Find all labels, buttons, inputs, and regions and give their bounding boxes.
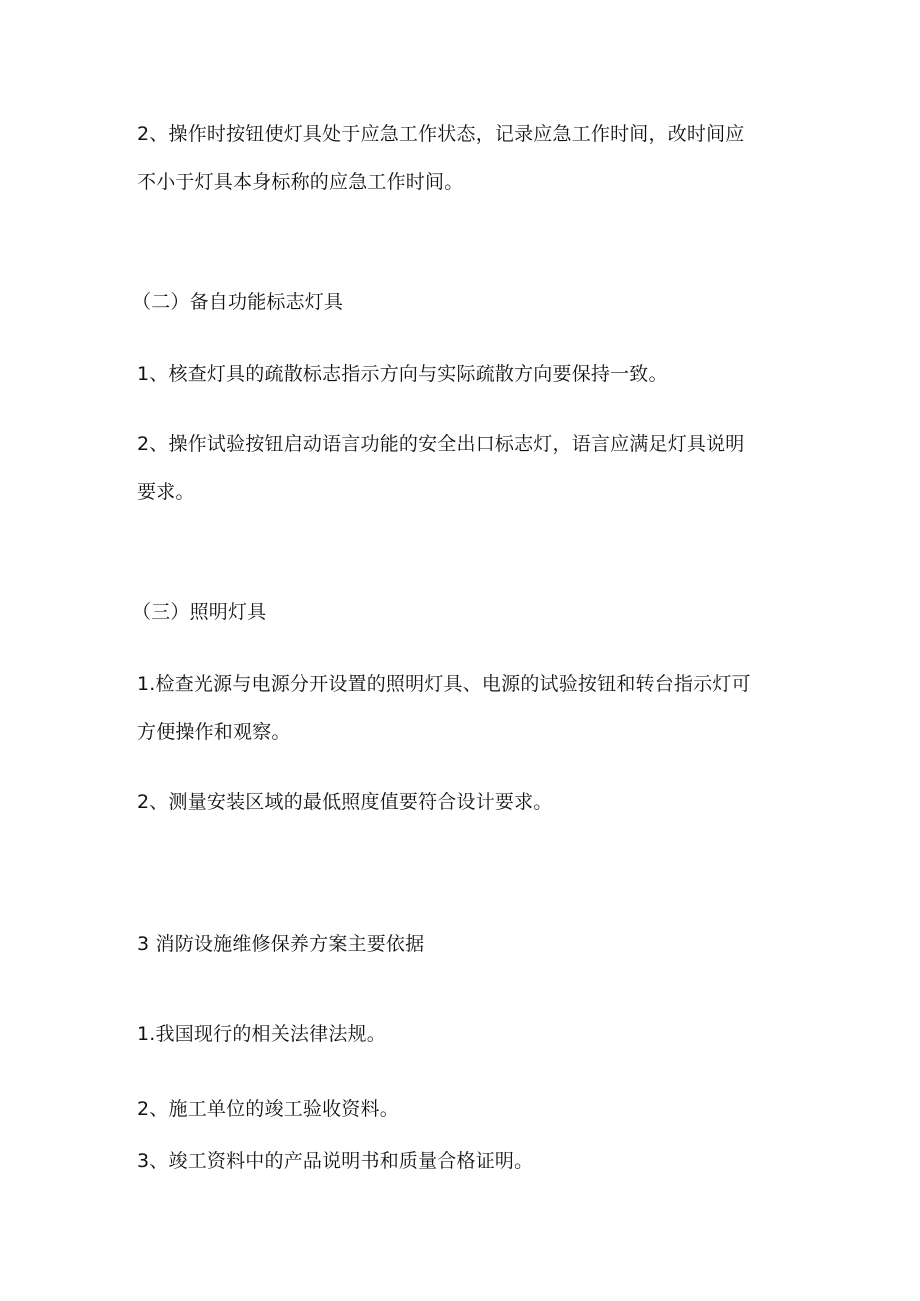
paragraph-line: 1.我国现行的相关法律法规。	[137, 1023, 386, 1045]
heading-backup-sign-lamps: （二）备自功能标志灯具	[132, 291, 344, 313]
paragraph-illuminance	[137, 778, 787, 826]
paragraph-light-source-check	[137, 660, 787, 756]
paragraph-line: 2、施工单位的竣工验收资料。	[137, 1098, 399, 1120]
paragraph-direction-check	[137, 350, 787, 398]
paragraph-line: 2、操作时按钮使灯具处于应急工作状态，记录应急工作时间，改时间应	[137, 123, 745, 145]
paragraph-emergency-time	[137, 110, 787, 206]
paragraph-laws	[137, 1010, 787, 1058]
paragraph-line: 1、核查灯具的疏散标志指示方向与实际疏散方向要保持一致。	[137, 363, 668, 385]
paragraph-voice-function	[137, 420, 787, 516]
paragraph-line: 方便操作和观察。	[137, 721, 291, 743]
heading-section-3	[137, 920, 787, 968]
heading-lighting-lamps: （三）照明灯具	[132, 601, 267, 623]
section-heading-text: 3 消防设施维修保养方案主要依据	[137, 933, 425, 955]
paragraph-line: 2、操作试验按钮启动语言功能的安全出口标志灯，语言应满足灯具说明	[137, 433, 745, 455]
paragraph-line: 3、竣工资料中的产品说明书和质量合格证明。	[137, 1150, 534, 1172]
paragraph-line: 不小于灯具本身标称的应急工作时间。	[137, 171, 464, 193]
paragraph-product-docs	[137, 1137, 787, 1185]
paragraph-line: 要求。	[137, 481, 195, 503]
paragraph-line: 2、测量安装区域的最低照度值要符合设计要求。	[137, 791, 553, 813]
paragraph-acceptance-docs	[137, 1085, 787, 1133]
paragraph-line: 1.检查光源与电源分开设置的照明灯具、电源的试验按钮和转台指示灯可	[137, 673, 751, 695]
